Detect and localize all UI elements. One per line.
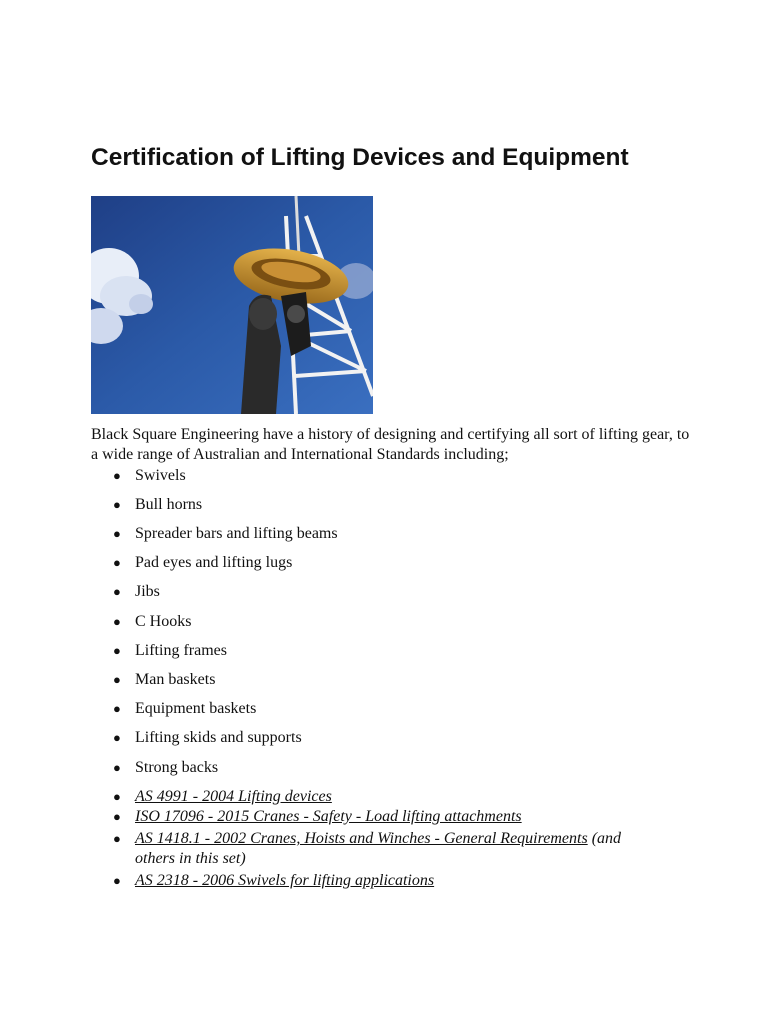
bullet-icon: ● — [113, 497, 121, 512]
bullet-icon: ● — [113, 831, 121, 846]
standard-note-continued: others in this set) — [135, 850, 246, 867]
standard-link-as2318[interactable]: AS 2318 - 2006 Swivels for lifting applications — [135, 872, 435, 889]
standard-item — [113, 807, 522, 827]
list-item: ● C Hooks — [113, 613, 192, 630]
standard-link-as4991[interactable]: AS 4991 - 2004 Lifting devices — [135, 788, 332, 805]
bullet-icon: ● — [113, 760, 121, 775]
standard-item — [113, 871, 435, 891]
bullet-icon: ● — [113, 789, 121, 804]
standard-link-as1418[interactable]: AS 1418.1 - 2002 Cranes, Hoists and Winches - General Requirements — [135, 830, 588, 847]
list-item: ● Lifting frames — [113, 642, 227, 659]
list-item: ● Spreader bars and lifting beams — [113, 525, 338, 542]
bullet-icon: ● — [113, 730, 121, 745]
bullet-icon: ● — [113, 701, 121, 716]
standard-note: (and — [587, 830, 622, 847]
list-item: ● Pad eyes and lifting lugs — [113, 554, 293, 571]
intro-paragraph: Black Square Engineering have a history of designing and certifying all sort of lifting gear, to a wide range of Australian and International Standards including; — [91, 426, 690, 463]
bullet-icon: ● — [113, 584, 121, 599]
page-title: Certification of Lifting Devices and Equipment — [91, 144, 629, 171]
bullet-icon: ● — [113, 672, 121, 687]
bullet-icon: ● — [113, 643, 121, 658]
list-item: ● Strong backs — [113, 759, 219, 776]
list-item: ● Equipment baskets — [113, 700, 257, 717]
bullet-icon: ● — [113, 809, 121, 824]
bullet-icon: ● — [113, 555, 121, 570]
list-item: ● Man baskets — [113, 671, 216, 688]
standard-item — [113, 787, 332, 807]
list-item: ● Jibs — [113, 583, 160, 600]
standard-item — [113, 829, 622, 869]
standard-link-iso17096[interactable]: ISO 17096 - 2015 Cranes - Safety - Load lifting attachments — [135, 808, 522, 825]
list-item: ● Swivels — [113, 467, 186, 484]
bullet-icon: ● — [113, 468, 121, 483]
bullet-icon: ● — [113, 526, 121, 541]
bullet-icon: ● — [113, 873, 121, 888]
bullet-icon: ● — [113, 614, 121, 629]
list-item: ● Bull horns — [113, 496, 203, 513]
lifting-equipment-photo — [91, 196, 373, 414]
list-item: ● Lifting skids and supports — [113, 729, 302, 746]
